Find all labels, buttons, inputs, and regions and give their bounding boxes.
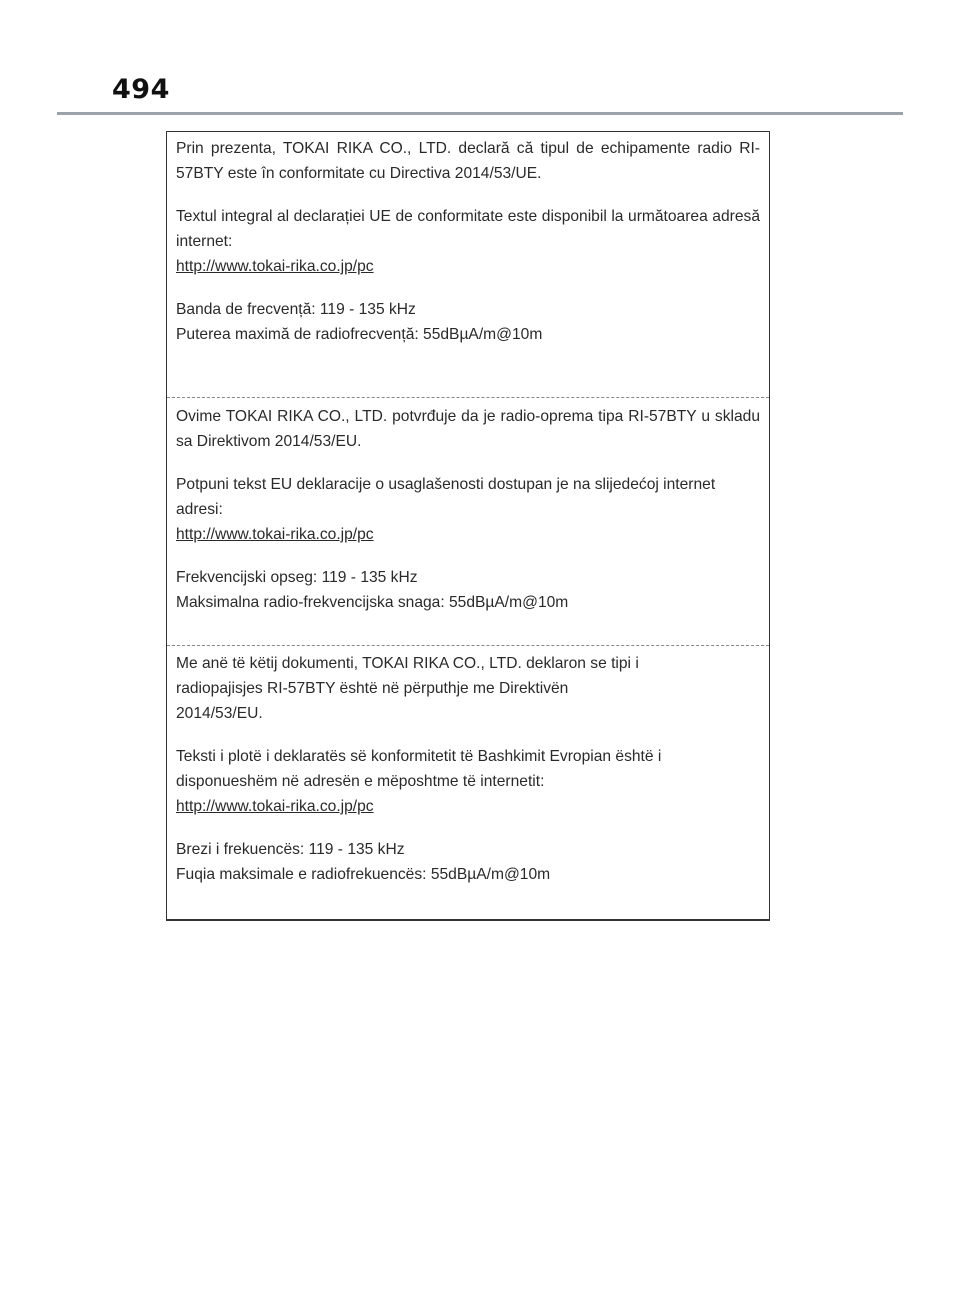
declaration-text: Prin prezenta, TOKAI RIKA CO., LTD. declară că tipul de echipamente radio RI-57BTY este în conformitate cu Directiva 2014/53/UE.	[176, 140, 760, 182]
header-rule	[57, 112, 903, 115]
declaration-line: radiopajisjes RI-57BTY është në përputhje me Direktivën	[176, 680, 569, 697]
max-power: Puterea maximă de radiofrecvență: 55dBµA/m@10m	[176, 326, 543, 343]
declaration-line: 2014/53/EU.	[176, 705, 263, 722]
declaration-link[interactable]: http://www.tokai-rika.co.jp/pc	[176, 258, 374, 275]
declaration-box	[166, 131, 770, 921]
section-romanian	[167, 136, 769, 347]
section-divider	[167, 397, 769, 398]
declaration-link[interactable]: http://www.tokai-rika.co.jp/pc	[176, 526, 374, 543]
full-text-intro: Teksti i plotë i deklaratës së konformitetit të Bashkimit Evropian është i disponueshëm në adresën e mëposhtme të internetit:	[176, 748, 662, 790]
section-albanian	[167, 651, 769, 887]
declaration-link[interactable]: http://www.tokai-rika.co.jp/pc	[176, 798, 374, 815]
frequency-band: Brezi i frekuencës: 119 - 135 kHz	[176, 841, 405, 858]
declaration-text: Ovime TOKAI RIKA CO., LTD. potvrđuje da je radio-oprema tipa RI-57BTY u skladu sa Direktivom 2014/53/EU.	[176, 408, 760, 450]
section-croatian	[167, 404, 769, 615]
section-divider	[167, 645, 769, 646]
full-text-intro: Potpuni tekst EU deklaracije o usaglašenosti dostupan je na slijedećoj internet adresi:	[176, 476, 716, 518]
frequency-band: Frekvencijski opseg: 119 - 135 kHz	[176, 569, 418, 586]
declaration-line: Me anë të këtij dokumenti, TOKAI RIKA CO., LTD. deklaron se tipi i	[176, 655, 639, 672]
max-power: Maksimalna radio-frekvencijska snaga: 55dBµA/m@10m	[176, 594, 569, 611]
page-number: 494	[112, 74, 170, 105]
max-power: Fuqia maksimale e radiofrekuencës: 55dBµA/m@10m	[176, 866, 551, 883]
full-text-intro: Textul integral al declarației UE de conformitate este disponibil la următoarea adresă internet:	[176, 208, 760, 250]
frequency-band: Banda de frecvență: 119 - 135 kHz	[176, 301, 416, 318]
